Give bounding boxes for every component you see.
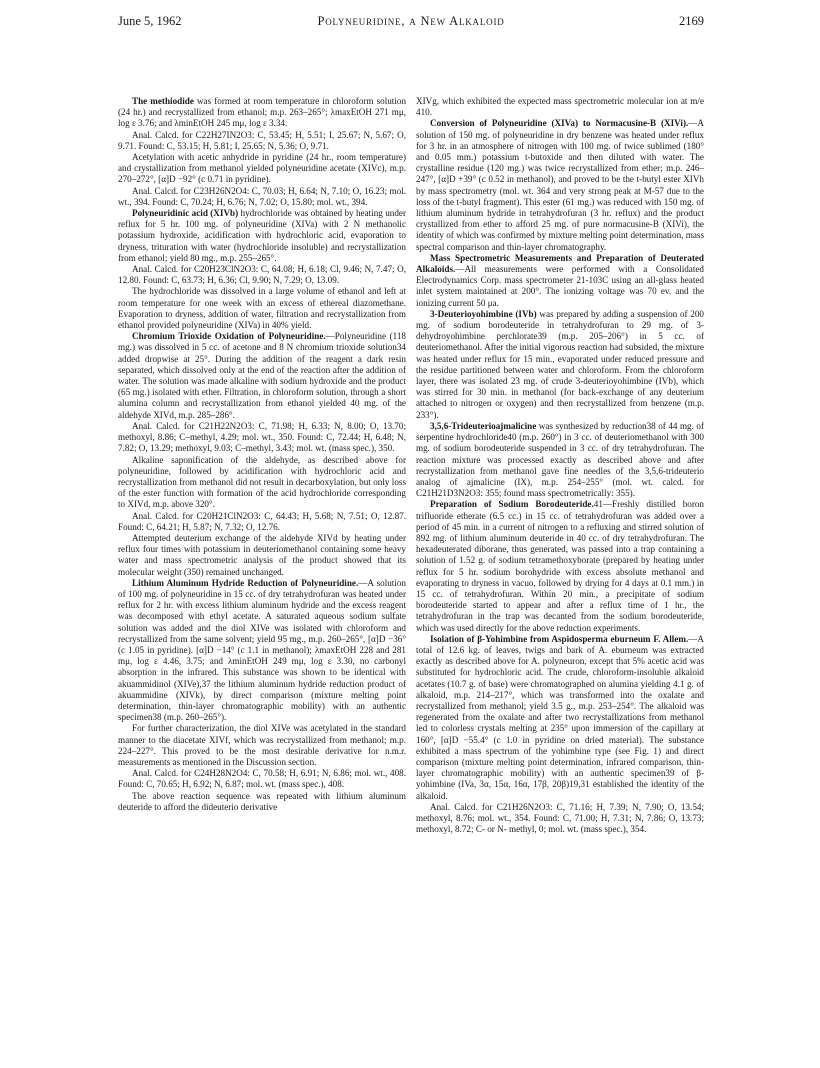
paragraph [416, 634, 704, 802]
paragraph-heading: Isolation of β-Yohimbine from Aspidosperma eburneum F. Allem. [430, 633, 689, 644]
paragraph [118, 723, 406, 768]
paragraph-text: Anal. Calcd. for C20H21ClN2O3: C, 64.43; H, 5.68; N, 7.51; O, 12.87. Found: C, 64.21; H, 5.87; N, 7.32; O, 12.76. [118, 510, 406, 532]
paragraph-text: Anal. Calcd. for C22H27IN2O3: C, 53.45; H, 5.51; I, 25.67; N, 5.67; O, 9.71. Found: C, 53.15; H, 5.81; I, 25.65; N, 5.36; O, 9.71. [118, 129, 406, 151]
paragraph-text: was prepared by adding a suspension of 200 mg. of sodium borodeuteride in tetrahydrofuran to 29 mg. of 3-dehydroyohimbine perchlorate39 (m.p. 205–206°) in 5 cc. of deuteriomethanol. After the initial vigorous reaction had subsided, the mixture was heated under reflux for 15 min., evaporated under reduced pressure and the residue partitioned between water and chloroform. From the chloroform layer, there was isolated 23 mg. of crude 3-deuterioyohimbine (IVb), which was stirred for 30 min. in methanol (for back-exchange of any deuterium attached to nitrogen or oxygen) and then recrystallized from benzene (m.p. 233°). [416, 308, 704, 420]
paragraph-text: was formed at room temperature in chloroform solution (24 hr.) and recrystallized from ethanol; m.p. 263–265°; λmaxEtOH 271 mμ, log ε 3.76; and λminEtOH 245 mμ, log ε 3.34. [118, 96, 406, 129]
paragraph [118, 533, 406, 578]
paragraph [118, 768, 406, 790]
paragraph-heading: Preparation of Sodium Borodeuteride. [430, 499, 594, 510]
paragraph-text: Anal. Calcd. for C23H26N2O4: C, 70.03; H, 6.64; N, 7.10; O, 16.23; mol. wt., 394. Found: C, 70.24; H, 6.76; N, 7.02; O, 15.80; mol. wt., 394. [118, 185, 406, 207]
paragraph [118, 331, 406, 421]
header-date: June 5, 1962 [118, 14, 182, 28]
paragraph [416, 118, 704, 252]
paragraph-text: Anal. Calcd. for C24H28N2O4: C, 70.58; H, 6.91; N, 6.86; mol. wt., 408. Found: C, 70.65; H, 6.92; N, 6.87; mol. wt. (mass spec.), 408. [118, 768, 406, 790]
paragraph [118, 455, 406, 511]
paragraph-text: was synthesized by reduction38 of 44 mg. of serpentine hydrochloride40 (m.p. 260°) in 3 cc. of deuteriomethanol with 300 mg. of sodium borodeuteride suspended in 3 cc. of dry tetrahydrofuran. The reaction mixture was processed exactly as described above and after recrystallization from methanol gave fine needles of the 3,5,6-trideuterio analog of ajmalicine (IX), m.p. 254–255° (mol. wt. calcd. for C21H21D3N2O3: 355; found mass spectrometrically: 355). [416, 420, 704, 499]
paragraph [416, 499, 704, 633]
paragraph [118, 130, 406, 152]
running-title: Polyneuridine, a New Alkaloid [317, 14, 505, 28]
paragraph-text: —A total of 12.6 kg. of leaves, twigs and bark of A. eburneum was extracted exactly as described above for A. polyneuron, except that 5% acetic acid was substituted for hydrochloric acid. The crude, chloroform-insoluble alkaloid acetates (10.7 g. of base) were chromatographed on alumina yielding 4.1 g. of alkaloid, m.p. 214–217°, which was transformed into the oxalate and recrystallized from methanol; yield 3.5 g., m.p. 253–254°. The alkaloid was regenerated from the oxalate and after two recrystallizations from methanol led to colorless crystals melting at 235° upon immersion of the capillary at 160°, [α]D −55.4° (c 1.0 in pyridine on dried material). The substance exhibited a mass spectrum of the yohimbine type (see Fig. 1) and direct comparison (mixture melting point determination, infrared comparison, thin-layer chromatographic mobility) with an authentic specimen39 of β-yohimbine (IVa, 3α, 15α, 16α, 17β, 20β)19,31 established the identity of the alkaloid. [416, 633, 704, 801]
paragraph-heading: Conversion of Polyneuridine (XIVa) to Normacusine-B (XIVi). [430, 118, 689, 129]
paragraph [118, 421, 406, 455]
paragraph [118, 511, 406, 533]
paragraph [416, 253, 704, 309]
paragraph [118, 208, 406, 264]
left-column [118, 96, 406, 1054]
paragraph [118, 286, 406, 331]
paragraph [118, 578, 406, 724]
paragraph [118, 96, 406, 130]
paragraph-text: 41—Freshly distilled boron trifluoride etherate (6.5 cc.) in 15 cc. of tetrahydrofuran was added over a period of 45 min. in a current of nitrogen to a refluxing and stirred solution of 892 mg. of lithium aluminum deuteride in 40 cc. of dry tetrahydrofuran. The hexadeuterated diborane, thus generated, was passed into a trap containing a solution of 1.52 g. of sodium tetramethoxyborate (prepared by heating under reflux for 5 hr. sodium borohydride with excess absolute methanol and evaporating to dryness in vacuo, followed by drying for 4 days at 0.1 mm.) in 15 cc. of tetrahydrofuran. Within 20 min., a precipitate of sodium borodeuteride started to appear and after a reflux time of 1 hr., the tetrahydrofuran in the trap was decanted from the sodium borodeuteride, which was used directly for the above reduction experiments. [416, 499, 704, 633]
paragraph [416, 421, 704, 499]
page-number: 2169 [679, 14, 704, 28]
paragraph-text: —A solution of 100 mg. of polyneuridine in 15 cc. of dry tetrahydrofuran was heated under reflux for 2 hr. with excess lithium aluminum hydride and the excess reagent was decomposed with ethyl acetate. A saturated aqueous sodium sulfate solution was added and the diol XIVe was isolated with chloroform and recrystallized from the same solvent; yield 95 mg., m.p. 260–265°, [α]D −36° (c 1.05 in pyridine). [α]D −14° (c 1.1 in methanol); λmaxEtOH 228 and 281 mμ, log ε 4.46, 3.75; and λminEtOH 249 mμ, log ε 3.30, no carbonyl absorption in the infrared. This substance was shown to be identical with akuammidinol (XIVe),37 the lithium aluminum hydride reduction product of akuammidine (XIVk), by direct comparison (mixture melting point determination, thin-layer chromatographic mobility) with an authentic specimen38 (m.p. 260–265°). [118, 577, 406, 723]
paragraph-text: Anal. Calcd. for C21H26N2O3: C, 71.16; H, 7.39; N, 7.90; O, 13.54; methoxyl, 8.76; mol. wt., 354. Found: C, 71.00; H, 7.31; N, 7.86; O, 13.73; methoxyl, 8.72; C- or N- methyl, 0; mol. wt. (mass spec.), 354. [416, 801, 704, 835]
paragraph [118, 264, 406, 286]
paragraph-heading: Chromium Trioxide Oxidation of Polyneuridine. [132, 331, 326, 342]
paragraph-text: XIVg, which exhibited the expected mass spectrometric molecular ion at m/e 410. [416, 96, 704, 118]
paragraph-text: Attempted deuterium exchange of the aldehyde XIVd by heating under reflux four times with potassium in deuteriomethanol containing some heavy water and mass spectrometric analysis of the product showed that its molecular weight (350) remained unchanged. [118, 532, 406, 577]
paragraph [416, 96, 704, 118]
right-column [416, 96, 704, 1054]
paragraph-heading: Mass Spectrometric Measurements and Preparation of Deuterated Alkaloids. [416, 252, 704, 275]
paragraph-text: The hydrochloride was dissolved in a large volume of ethanol and left at room temperature for one week with an excess of ethereal diazomethane. Evaporation to dryness, addition of water, filtration and recrystallization from ethanol provided polyneuridine (XIVa) in 40% yield. [118, 286, 406, 331]
paragraph-text: Alkaline saponification of the aldehyde, as described above for polyneuridine, followed by acidification with hydrochloric acid and recrystallization from methanol did not result in decarboxylation, but only loss of the ester function with formation of the acid hydrochloride corresponding to XIVd, m.p. above 320°. [118, 454, 406, 510]
page-header [118, 14, 704, 34]
paragraph-text: —A solution of 150 mg. of polyneuridine in dry benzene was heated under reflux for 3 hr. in an atmosphere of nitrogen with 100 mg. of twice sublimed (180° and 0.05 mm.) potassium t-butoxide and then diluted with water. The crystalline residue (120 mg.) was twice recrystallized from ether; m.p. 246–247°, [α]D +39° (c 0.52 in methanol), and proved to be the t-butyl ester XIVh by mass spectrometry (mol. wt. 364 and very strong peak at M-57 due to the loss of the t-butyl fragment). This ester (61 mg.) was reduced with 150 mg. of lithium aluminum hydride in tetrahydrofuran (3 hr. reflux) and the product crystallized from ether to afford 25 mg. of pure normacusine-B (XIVi), the identity of which was confirmed by mixture melting point determination, mass spectral comparison and thin-layer chromatography. [416, 118, 704, 252]
paragraph-text: The above reaction sequence was repeated with lithium aluminum deuteride to afford the dideuterio derivative [118, 790, 406, 812]
paragraph [416, 802, 704, 836]
paragraph-text: hydrochloride was obtained by heating under reflux for 5 hr. 100 mg. of polyneuridine (XIVa) with 2 N methanolic potassium hydroxide, acidification with hydrochloric acid, evaporation to dryness, trituration with water (hydrochloride insoluble) and recrystallization from ethanol; yield 80 mg., m.p. 255–265°. [118, 208, 406, 263]
paragraph-text: Anal. Calcd. for C20H23ClN2O3: C, 64.08; H, 6.18; Cl, 9.46; N, 7.47; O, 12.80. Found: C, 63.73; H, 6.36; Cl, 9.90; N, 7.29; O, 13.09. [118, 264, 406, 286]
paragraph-heading: Polyneuridinic acid (XIVb) [132, 208, 239, 219]
paragraph-text: For further characterization, the diol XIVe was acetylated in the standard manner to the diacetate XIVf, which was recrystallized from methanol; m.p. 224–227°. This proved to be the most desirable derivative for n.m.r. measurements as mentioned in the Discussion section. [118, 723, 406, 767]
paragraph-heading: Lithium Aluminum Hydride Reduction of Polyneuridine. [132, 577, 359, 588]
paragraph [118, 186, 406, 208]
paragraph [118, 152, 406, 186]
paragraph [118, 791, 406, 813]
paragraph-text: —All measurements were performed with a Consolidated Electrodynamics Corp. mass spectrometer 21-103C using an all-glass heated inlet system maintained at 200°. The ionizing voltage was 70 ev. and the ionizing current 50 μa. [416, 264, 704, 308]
paragraph-heading: 3,5,6-Trideuterioajmalicine [430, 420, 537, 431]
paragraph-text: Acetylation with acetic anhydride in pyridine (24 hr., room temperature) and crystallization from methanol yielded polyneuridine acetate (XIVc), m.p. 270–272°, [α]D −92° (c 0.71 in pyridine). [118, 152, 406, 185]
paragraph-heading: The methiodide [132, 96, 194, 106]
paragraph-text: —Polyneuridine (118 mg.) was dissolved in 5 cc. of acetone and 8 N chromium trioxide solution34 added dropwise at 25°. During the addition of the reagent a dark resin separated, which dissolved only at the end of the reaction after the addition of water. The solution was made alkaline with sodium hydroxide and the product (65 mg.) isolated with ether. Filtration, in chloroform solution, through a short alumina column and recrystallization from ethanol yielded 40 mg. of the aldehyde XIVd, m.p. 285–286°. [118, 331, 406, 420]
paragraph-text: Anal. Calcd. for C21H22N2O3: C, 71.98; H, 6.33; N, 8.00; O, 13.70; methoxyl, 8.86; C–methyl, 4.29; mol. wt., 350. Found: C, 72.44; H, 6.48; N, 7.82; O, 13.29; methoxyl, 9.03; C–methyl, 3.43; mol. wt. (mass spec.), 350. [118, 420, 406, 454]
paragraph [416, 309, 704, 421]
paragraph-heading: 3-Deuterioyohimbine (IVb) [430, 308, 537, 319]
